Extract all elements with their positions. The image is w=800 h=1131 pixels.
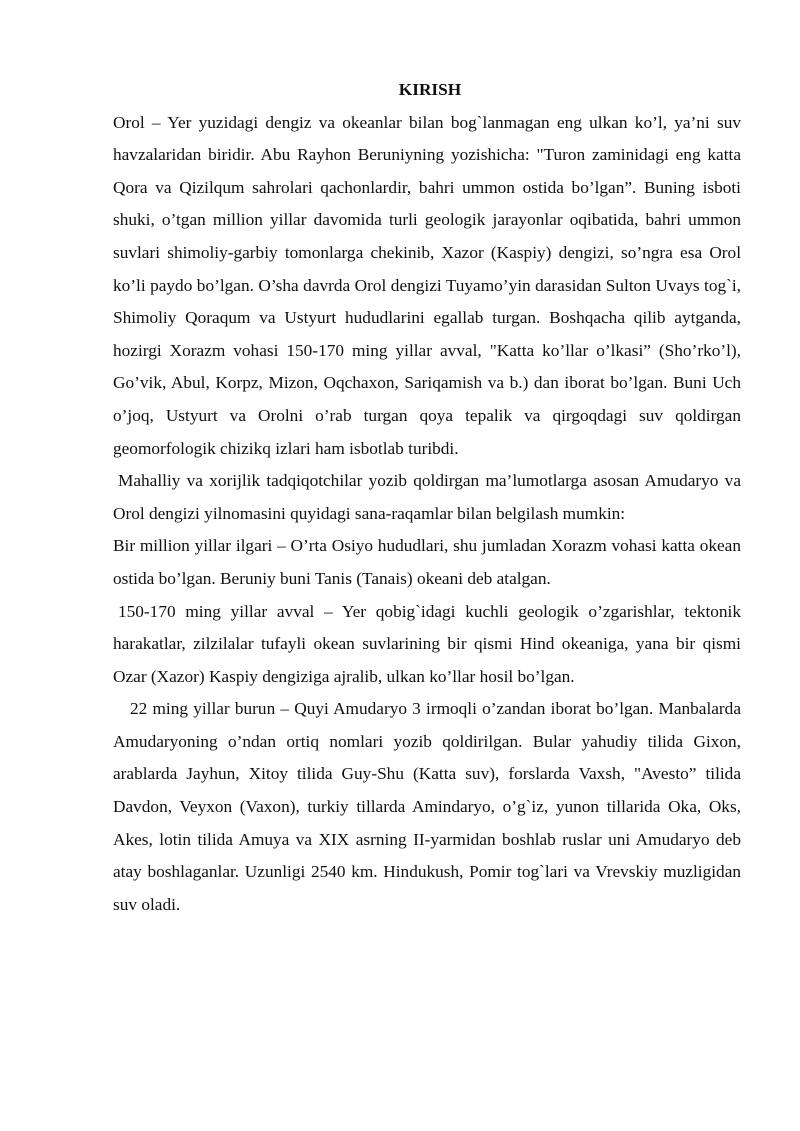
paragraph-22-thousand-years: 22 ming yillar burun – Quyi Amudaryo 3 irmoqli o’zandan iborat bo’lgan. Manbalarda Amudaryoning o’ndan ortiq nomlari yozib qoldirilgan. Bular yahudiy tilida Gixon, arablarda Jayhun, Xitoy tilida Guy-Shu (Katta suv), forslarda Vaxsh, "Avesto” tilida Davdon, Veyxon (Vaxon), turkiy tillarda Amindaryo, o’g`iz, yunon tillarida Oka, Oks, Akes, lotin tilida Amuya va XIX asrning II-yarmidan boshlab ruslar uni Amudaryo deb atay boshlaganlar. Uzunligi 2540 km. Hindukush, Pomir tog`lari va Vrevskiy muzligidan suv oladi. — [113, 699, 741, 914]
page-title: KIRISH — [398, 80, 462, 99]
paragraph-million-years: Bir million yillar ilgari – O’rta Osiyo hududlari, shu jumladan Xorazm vohasi katta okean ostida bo’lgan. Beruniy buni Tanis (Tanais) okeani deb atalgan. — [113, 536, 741, 588]
paragraph-150-170-thousand-years: 150-170 ming yillar avval – Yer qobig`idagi kuchli geologik o’zgarishlar, tektonik harakatlar, zilzilalar tufayli okean suvlarining bir qismi Hind okeaniga, yana bir qismi Ozar (Xazor) Kaspiy dengiziga ajralib, ulkan ko’llar hosil bo’lgan. — [113, 601, 741, 686]
document-page — [113, 74, 741, 921]
paragraph-chronology-intro: Mahalliy va xorijlik tadqiqotchilar yozib qoldirgan ma’lumotlarga asosan Amudaryo va Orol dengizi yilnomasini quyidagi sana-raqamlar bilan belgilash mumkin: — [113, 471, 741, 523]
paragraph-intro: Orol – Yer yuzidagi dengiz va okeanlar bilan bog`lanmagan eng ulkan ko’l, ya’ni suv havzalaridan biridir. Abu Rayhon Beruniyning yozishicha: "Turon zaminidagi eng katta Qora va Qizilqum sahrolari qachonlardir, bahri ummon ostida bo’lgan”. Buning isboti shuki, o’tgan million yillar davomida turli geologik jarayonlar oqibatida, bahri ummon suvlari shimoliy-garbiy tomonlarga chekinib, Xazor (Kaspiy) dengizi, so’ngra esa Orol ko’li paydo bo’lgan. O’sha davrda Orol dengizi Tuyamo’yin darasidan Sulton Uvays tog`i, Shimoliy Qoraqum va Ustyurt hududlarini egallab turgan. Boshqacha qilib aytganda, hozirgi Xorazm vohasi 150-170 ming yillar avval, "Katta ko’llar o’lkasi” (Sho’rko’l), Go’vik, Abul, Korpz, Mizon, Oqchaxon, Sariqamish va b.) dan iborat bo’lgan. Buni Uch o’joq, Ustyurt va Orolni o’rab turgan qoya tepalik va qirgoqdagi suv qoldirgan geomorfologik chizikq izlari ham isbotlab turibdi. — [113, 112, 741, 458]
